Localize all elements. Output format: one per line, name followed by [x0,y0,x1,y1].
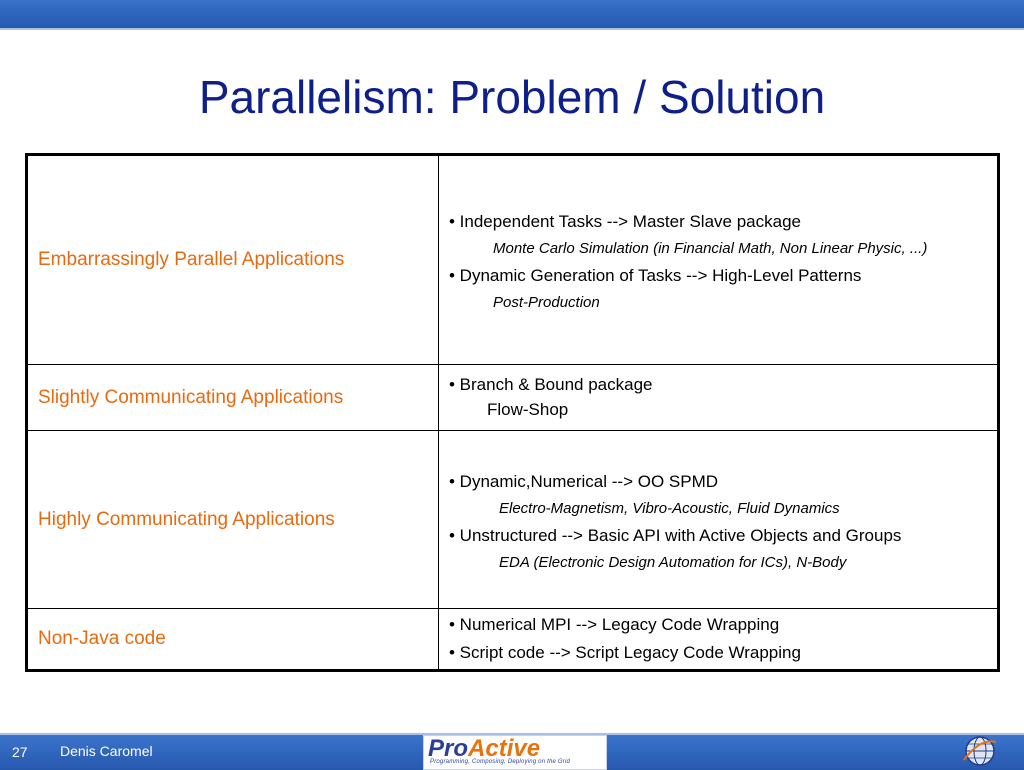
solution-cell [439,155,999,365]
problem-cell: Slightly Communicating Applications [27,365,439,431]
solution-cell [439,431,999,609]
solution-bullet: • Unstructured --> Basic API with Active Objects and Groups [449,525,902,545]
solution-example: Monte Carlo Simulation (in Financial Math, Non Linear Physic, ...) [493,240,928,257]
logo-tagline: Programming, Composing, Deploying on the Grid [430,759,571,765]
solution-example: EDA (Electronic Design Automation for ICs), N-Body [499,553,847,571]
problem-cell: Non-Java code [27,609,439,671]
table-row [27,155,999,365]
solution-bullet: • Script code --> Script Legacy Code Wrapping [449,643,801,662]
table-row [27,609,999,671]
solution-bullet: • Dynamic Generation of Tasks --> High-Level Patterns [449,266,862,285]
solution-cell [439,609,999,671]
footer-author: Denis Caromel [60,743,153,759]
solution-bullet: • Dynamic,Numerical --> OO SPMD [449,471,719,491]
problem-cell: Embarrassingly Parallel Applications [27,155,439,365]
table-row [27,431,999,609]
solution-cell [439,365,999,431]
solution-example: Post-Production [493,294,600,311]
slide-title: Parallelism: Problem / Solution [198,71,826,123]
page-number: 27 [12,744,28,760]
solution-example: Flow-Shop [487,399,569,419]
solution-bullet: • Branch & Bound package [449,374,653,394]
solution-example: Electro-Magnetism, Vibro-Acoustic, Fluid Dynamics [499,499,840,517]
solution-bullet: • Numerical MPI --> Legacy Code Wrapping [449,615,780,634]
globe-icon [962,734,998,768]
table-row [27,365,999,431]
logo-part-active: Active [468,735,541,762]
problem-solution-table [25,153,1000,672]
problem-cell: Highly Communicating Applications [27,431,439,609]
top-bar [0,0,1024,30]
logo-part-pro: Pro [428,735,469,762]
solution-bullet: • Independent Tasks --> Master Slave package [449,212,801,231]
